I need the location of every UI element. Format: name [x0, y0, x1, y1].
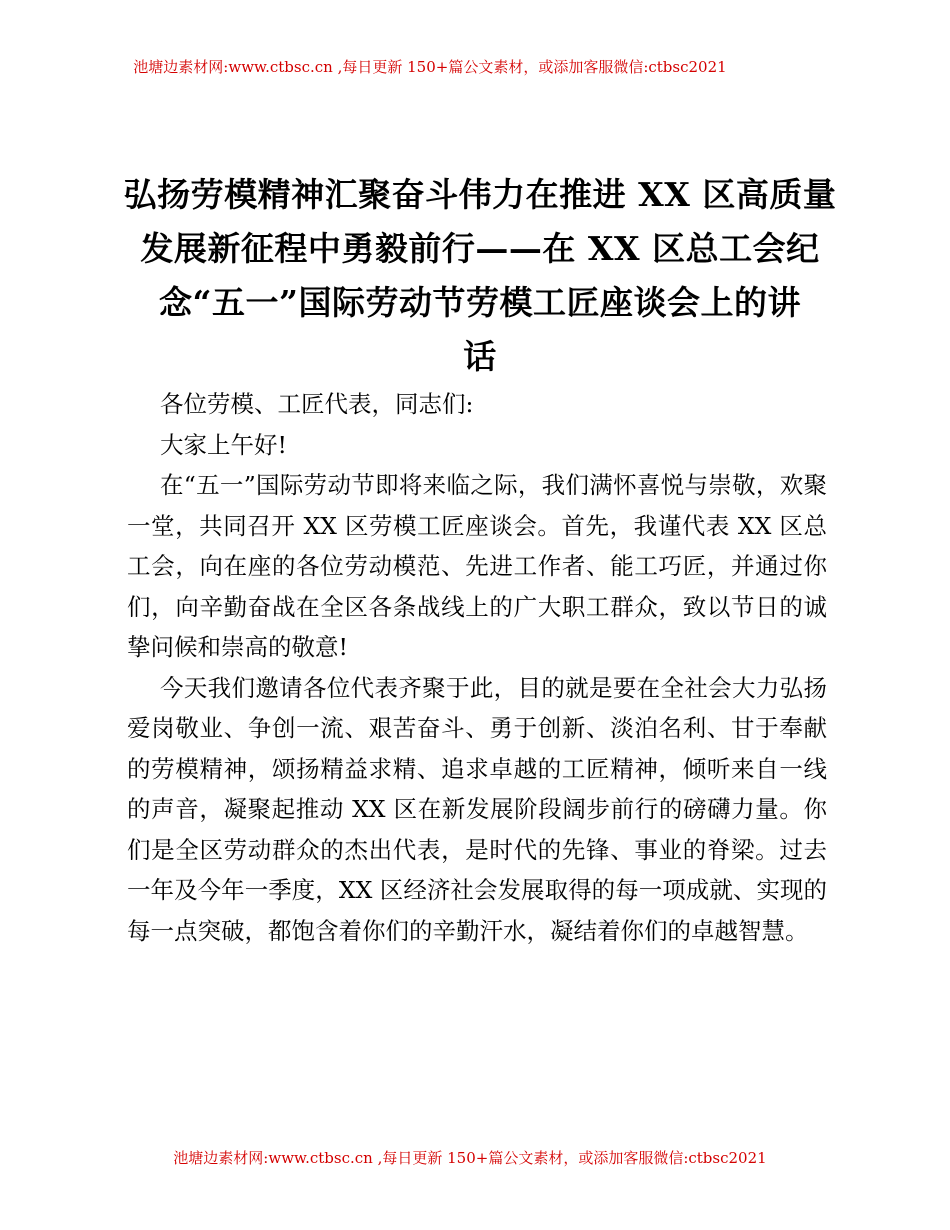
title-line: 念“五一”国际劳动节劳模工匠座谈会上的讲: [159, 283, 801, 322]
salutation: 各位劳模、工匠代表，同志们:: [160, 390, 474, 418]
document-body: [127, 384, 827, 951]
title-line: 话: [463, 337, 497, 376]
header-watermark: 池塘边素材网:www.ctbsc.cn ,每日更新 150+篇公文素材，或添加客服微信:ctbsc2021: [133, 58, 727, 76]
footer-watermark: 池塘边素材网:www.ctbsc.cn ,每日更新 150+篇公文素材，或添加客服微信:ctbsc2021: [173, 1149, 767, 1167]
title-line: 弘扬劳模精神汇聚奋斗伟力在推进 XX 区高质量: [123, 175, 837, 214]
body-paragraph: 今天我们邀请各位代表齐聚于此，目的就是要在全社会大力弘扬爱岗敬业、争创一流、艰苦奋斗、勇于创新、淡泊名利、甘于奉献的劳模精神，颂扬精益求精、追求卓越的工匠精神，倾听来自一线的声音，凝聚起推动 XX 区在新发展阶段阔步前行的磅礴力量。你们是全区劳动群众的杰出代表，是时代的先锋、事业的脊梁。过去一年及今年一季度，XX 区经济社会发展取得的每一项成就、实现的每一点突破，都饱含着你们的辛勤汗水，凝结着你们的卓越智慧。: [127, 673, 827, 945]
greeting: 大家上午好!: [160, 430, 287, 459]
title-line: 发展新征程中勇毅前行——在 XX 区总工会纪: [140, 229, 820, 268]
body-paragraph: 在“五一”国际劳动节即将来临之际，我们满怀喜悦与崇敬，欢聚一堂，共同召开 XX 区劳模工匠座谈会。首先，我谨代表 XX 区总工会，向在座的各位劳动模范、先进工作者、能工巧匠，并通过你们，向辛勤奋战在全区各条战线上的广大职工群众，致以节日的诚挚问候和崇高的敬意!: [127, 471, 827, 661]
document-title: [105, 168, 855, 384]
